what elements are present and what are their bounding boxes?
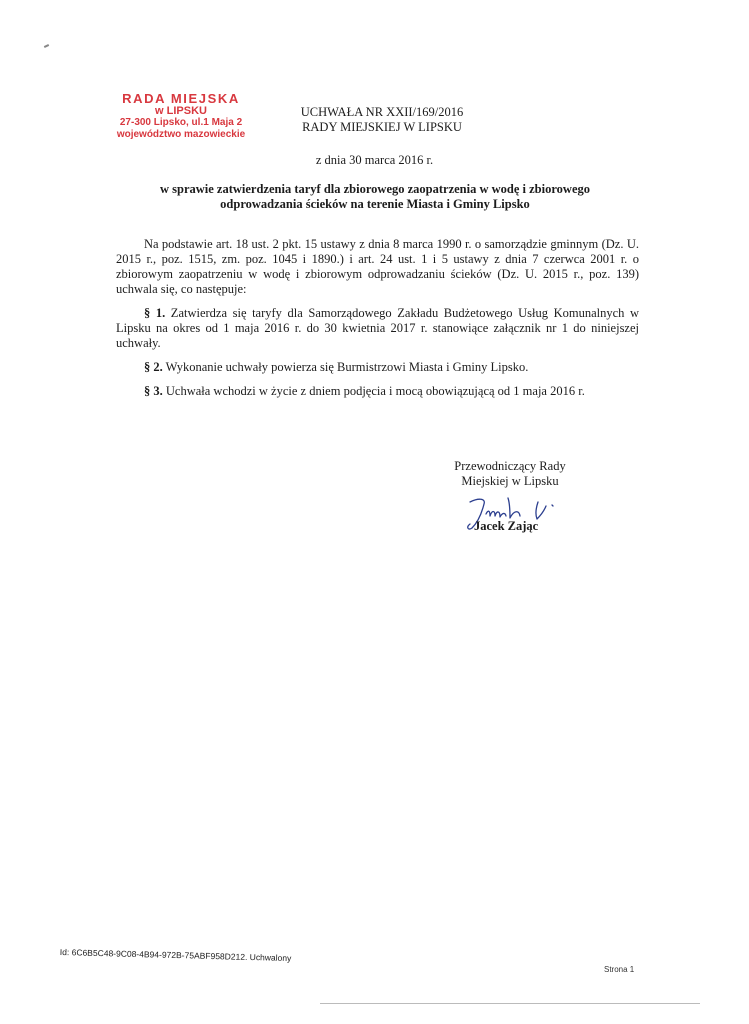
- subject-line-1: w sprawie zatwierdzenia taryf dla zbiorowego zaopatrzenia w wodę i zbiorowego: [159, 182, 591, 196]
- section-paragraph-2: [116, 360, 639, 375]
- stamp-line-4: województwo mazowieckie: [116, 129, 246, 140]
- resolution-body: [116, 237, 639, 408]
- resolution-subject: [150, 182, 600, 212]
- section-number: § 2.: [144, 360, 163, 374]
- signatory-name: Jacek Zając: [474, 519, 539, 533]
- document-id: Id: 6C6B5C48-9C08-4B94-972B-75ABF958D212. Uchwalony: [59, 947, 292, 964]
- section-text: Zatwierdza się taryfy dla Samorządowego Zakładu Budżetowego Usług Komunalnych w Lipsku na okres od 1 maja 2016 r. do 30 kwietnia 2017 r. stanowiące załącznik nr 1 do niniejszej uchwały.: [116, 306, 640, 350]
- signatory-title-line-2: Miejskiej w Lipsku: [461, 474, 559, 488]
- preamble-paragraph: Na podstawie art. 18 ust. 2 pkt. 15 ustawy z dnia 8 marca 1990 r. o samorządzie gminnym (Dz. U. 2015 r., poz. 1515, zm. poz. 1045 i 1890.) i art. 24 ust. 1 i 5 ustawy z dnia 7 czerwca 2001 r. o zbiorowym zaopatrzeniu w wodę i zbiorowym odprowadzaniu ścieków (Dz. U. 2015 r., poz. 139) uchwala się, co następuje:: [116, 237, 639, 296]
- resolution-date: z dnia 30 marca 2016 r.: [315, 153, 434, 167]
- signatory-title-line-1: Przewodniczący Rady: [454, 459, 566, 473]
- council-name: RADY MIEJSKIEJ W LIPSKU: [302, 120, 462, 134]
- stamp-line-2: w LIPSKU: [155, 105, 207, 117]
- section-text: Uchwała wchodzi w życie z dniem podjęcia i mocą obowiązującą od 1 maja 2016 r.: [162, 384, 585, 398]
- page-number: Strona 1: [604, 965, 635, 974]
- stamp-line-3: 27-300 Lipsko, ul.1 Maja 2: [119, 117, 243, 128]
- section-paragraph-1: [116, 306, 639, 351]
- section-paragraph-3: [116, 384, 639, 399]
- section-text: Wykonanie uchwały powierza się Burmistrzowi Miasta i Gminy Lipsko.: [162, 360, 529, 374]
- footer-rule: [320, 1003, 700, 1004]
- signatory-title: [420, 459, 600, 489]
- subject-line-2: odprowadzania ścieków na terenie Miasta i Gminy Lipsko: [220, 197, 530, 211]
- scan-artifact: [44, 44, 49, 48]
- section-number: § 3.: [144, 384, 163, 398]
- council-stamp: [106, 92, 256, 141]
- resolution-header: [272, 105, 492, 135]
- section-number: § 1.: [144, 306, 166, 320]
- stamp-line-1: RADA MIEJSKA: [122, 91, 240, 106]
- resolution-number: UCHWAŁA NR XXII/169/2016: [300, 105, 464, 119]
